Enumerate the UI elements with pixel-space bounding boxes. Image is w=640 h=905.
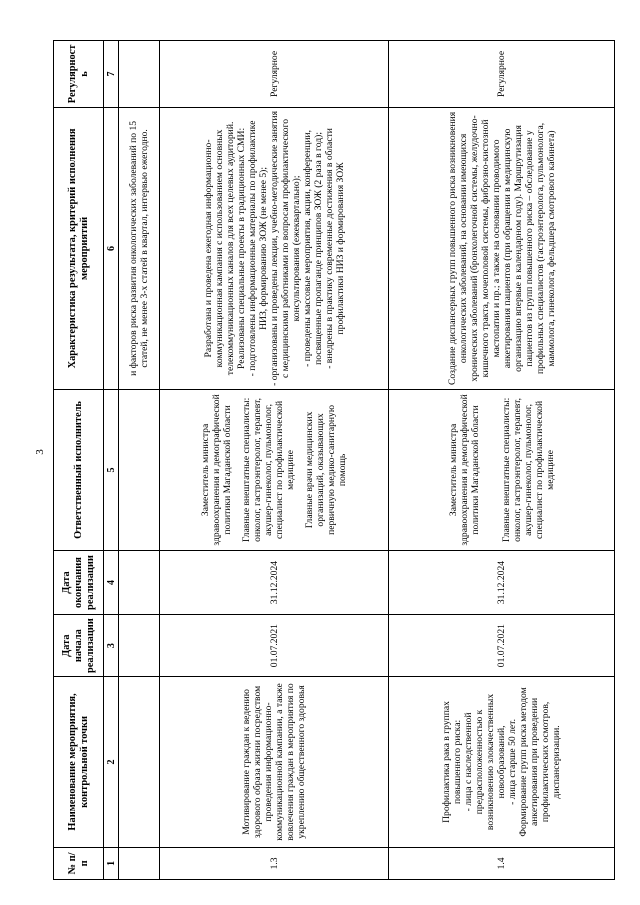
row-end-date: 31.12.2024 [389,550,615,614]
row-end-date: 31.12.2024 [159,550,389,614]
responsible-chief-doctors: Главные врачи медицинских организаций, оказывающих первичную медико-санитарную помощь [304,404,349,535]
row-result [159,107,389,389]
col-num-7: 7 [104,41,119,108]
name-line: - лица старше 50 лет. [507,719,519,805]
header-result: Характеристика результата, критерий исполнения мероприятий [54,107,104,389]
continuation-result: и факторов риска развития онкологических заболеваний по 15 статей, не менее 3-х статей в квартал, интервью ежегодно. [119,107,159,389]
header-row [54,41,104,880]
responsible-deputy-minister: Заместитель министра здравоохранения и демографической политики Магаданской области [200,394,234,546]
row-responsible [159,390,389,551]
name-line: Формирование групп риска методом анкетирования при проведении профилактических осмотров, диспансеризации. [518,687,563,837]
col-num-6: 6 [104,107,119,389]
rotated-table-container [53,40,615,880]
header-responsible: Ответственный исполнитель [54,390,104,551]
row-num: 1.3 [159,847,389,879]
row-name [389,677,615,848]
table-row [389,41,615,880]
header-name: Наименование мероприятия, контрольной точки [54,677,104,848]
row-start-date: 01.07.2021 [159,615,389,677]
name-line: Профилактика рака в группах повышенного риска: [441,701,464,823]
continuation-row [119,41,159,880]
row-start-date: 01.07.2021 [389,615,615,677]
responsible-chief-specialists: Главные внештатные специалисты: онколог, гастроэнтеролог, терапевт, акушер-гинеколог, пульмонолог, специалист по профилактической медицине [241,397,297,543]
result-item: - проведены массовые мероприятия, акции, конференции, посвященные пропаганде принципов ЗОЖ (2 раза в год); [301,129,324,367]
responsible-chief-specialists: Главные внештатные специалисты: онколог, гастроэнтеролог, терапевт, акушер-гинеколог, пульмонолог, специалист по профилактической медицине [500,397,556,543]
row-name: Мотивирование граждан к ведению здорового образа жизни посредством проведения информационно-коммуникационной кампании, а также вовлечения граждан в мероприятия по укреплению общественного здоровья [159,677,389,848]
page-number: 3 [34,449,46,455]
col-num-1: 1 [104,847,119,879]
col-num-3: 3 [104,615,119,677]
row-regularity: Регулярное [389,41,615,108]
header-end: Дата окончания реализации [54,550,104,614]
row-result: Создание диспансерных групп повышенного риска возникновения онкологических заболеваний, на основании имеющихся хронических заболеваний (бронхолегочной системы, желудочно-кишечного тракта, мочеполовой системы, фиброзно-кистозной мастопатии и пр.; а также на основании проводимого анкетирования пациентов (при обращении в медицинскую организацию впервые в календарном году). Маршрутизация пациентов из групп повышенного риска – обследование у профильных специалистов (гастроэнтеролога, пульмонолога, маммолога, гинеколога, фельдшера смотрового кабинета) [389,107,615,389]
col-num-2: 2 [104,677,119,848]
row-regularity: Регулярное [159,41,389,108]
header-start: Дата начала реализации [54,615,104,677]
column-numbers-row [104,41,119,880]
row-responsible [389,390,615,551]
activities-table [53,40,615,880]
result-item: - внедрены в практику современные достижения в области профилактики НИЗ и формирования ЗОЖ [323,128,346,369]
responsible-deputy-minister: Заместитель министра здравоохранения и демографической политики Магаданской области [447,394,481,546]
header-regularity: Регулярност ь [54,41,104,108]
name-line: - лица с наследственной предрасположенностью к возникновению злокачественных новообразований, [463,693,508,831]
row-num: 1.4 [389,847,615,879]
result-intro: Разработана и проведена ежегодная информационно-коммуникационная кампания с использованием основных телекоммуникационных каналов для всех целевых аудиторий. Реализованы специальные проекты в традиционных СМИ: [202,121,247,376]
header-num: № п/п [54,847,104,879]
result-item: - подготовлены информационные материалы по профилактике НИЗ, формированию ЗОЖ (не менее 5); [246,120,269,377]
col-num-5: 5 [104,390,119,551]
col-num-4: 4 [104,550,119,614]
result-item: - организованы и проведены лекции, учебно-методические занятия с медицинскими работниками по вопросам профилактического консультирования (ежеквартально); [268,110,302,386]
table-row [159,41,389,880]
